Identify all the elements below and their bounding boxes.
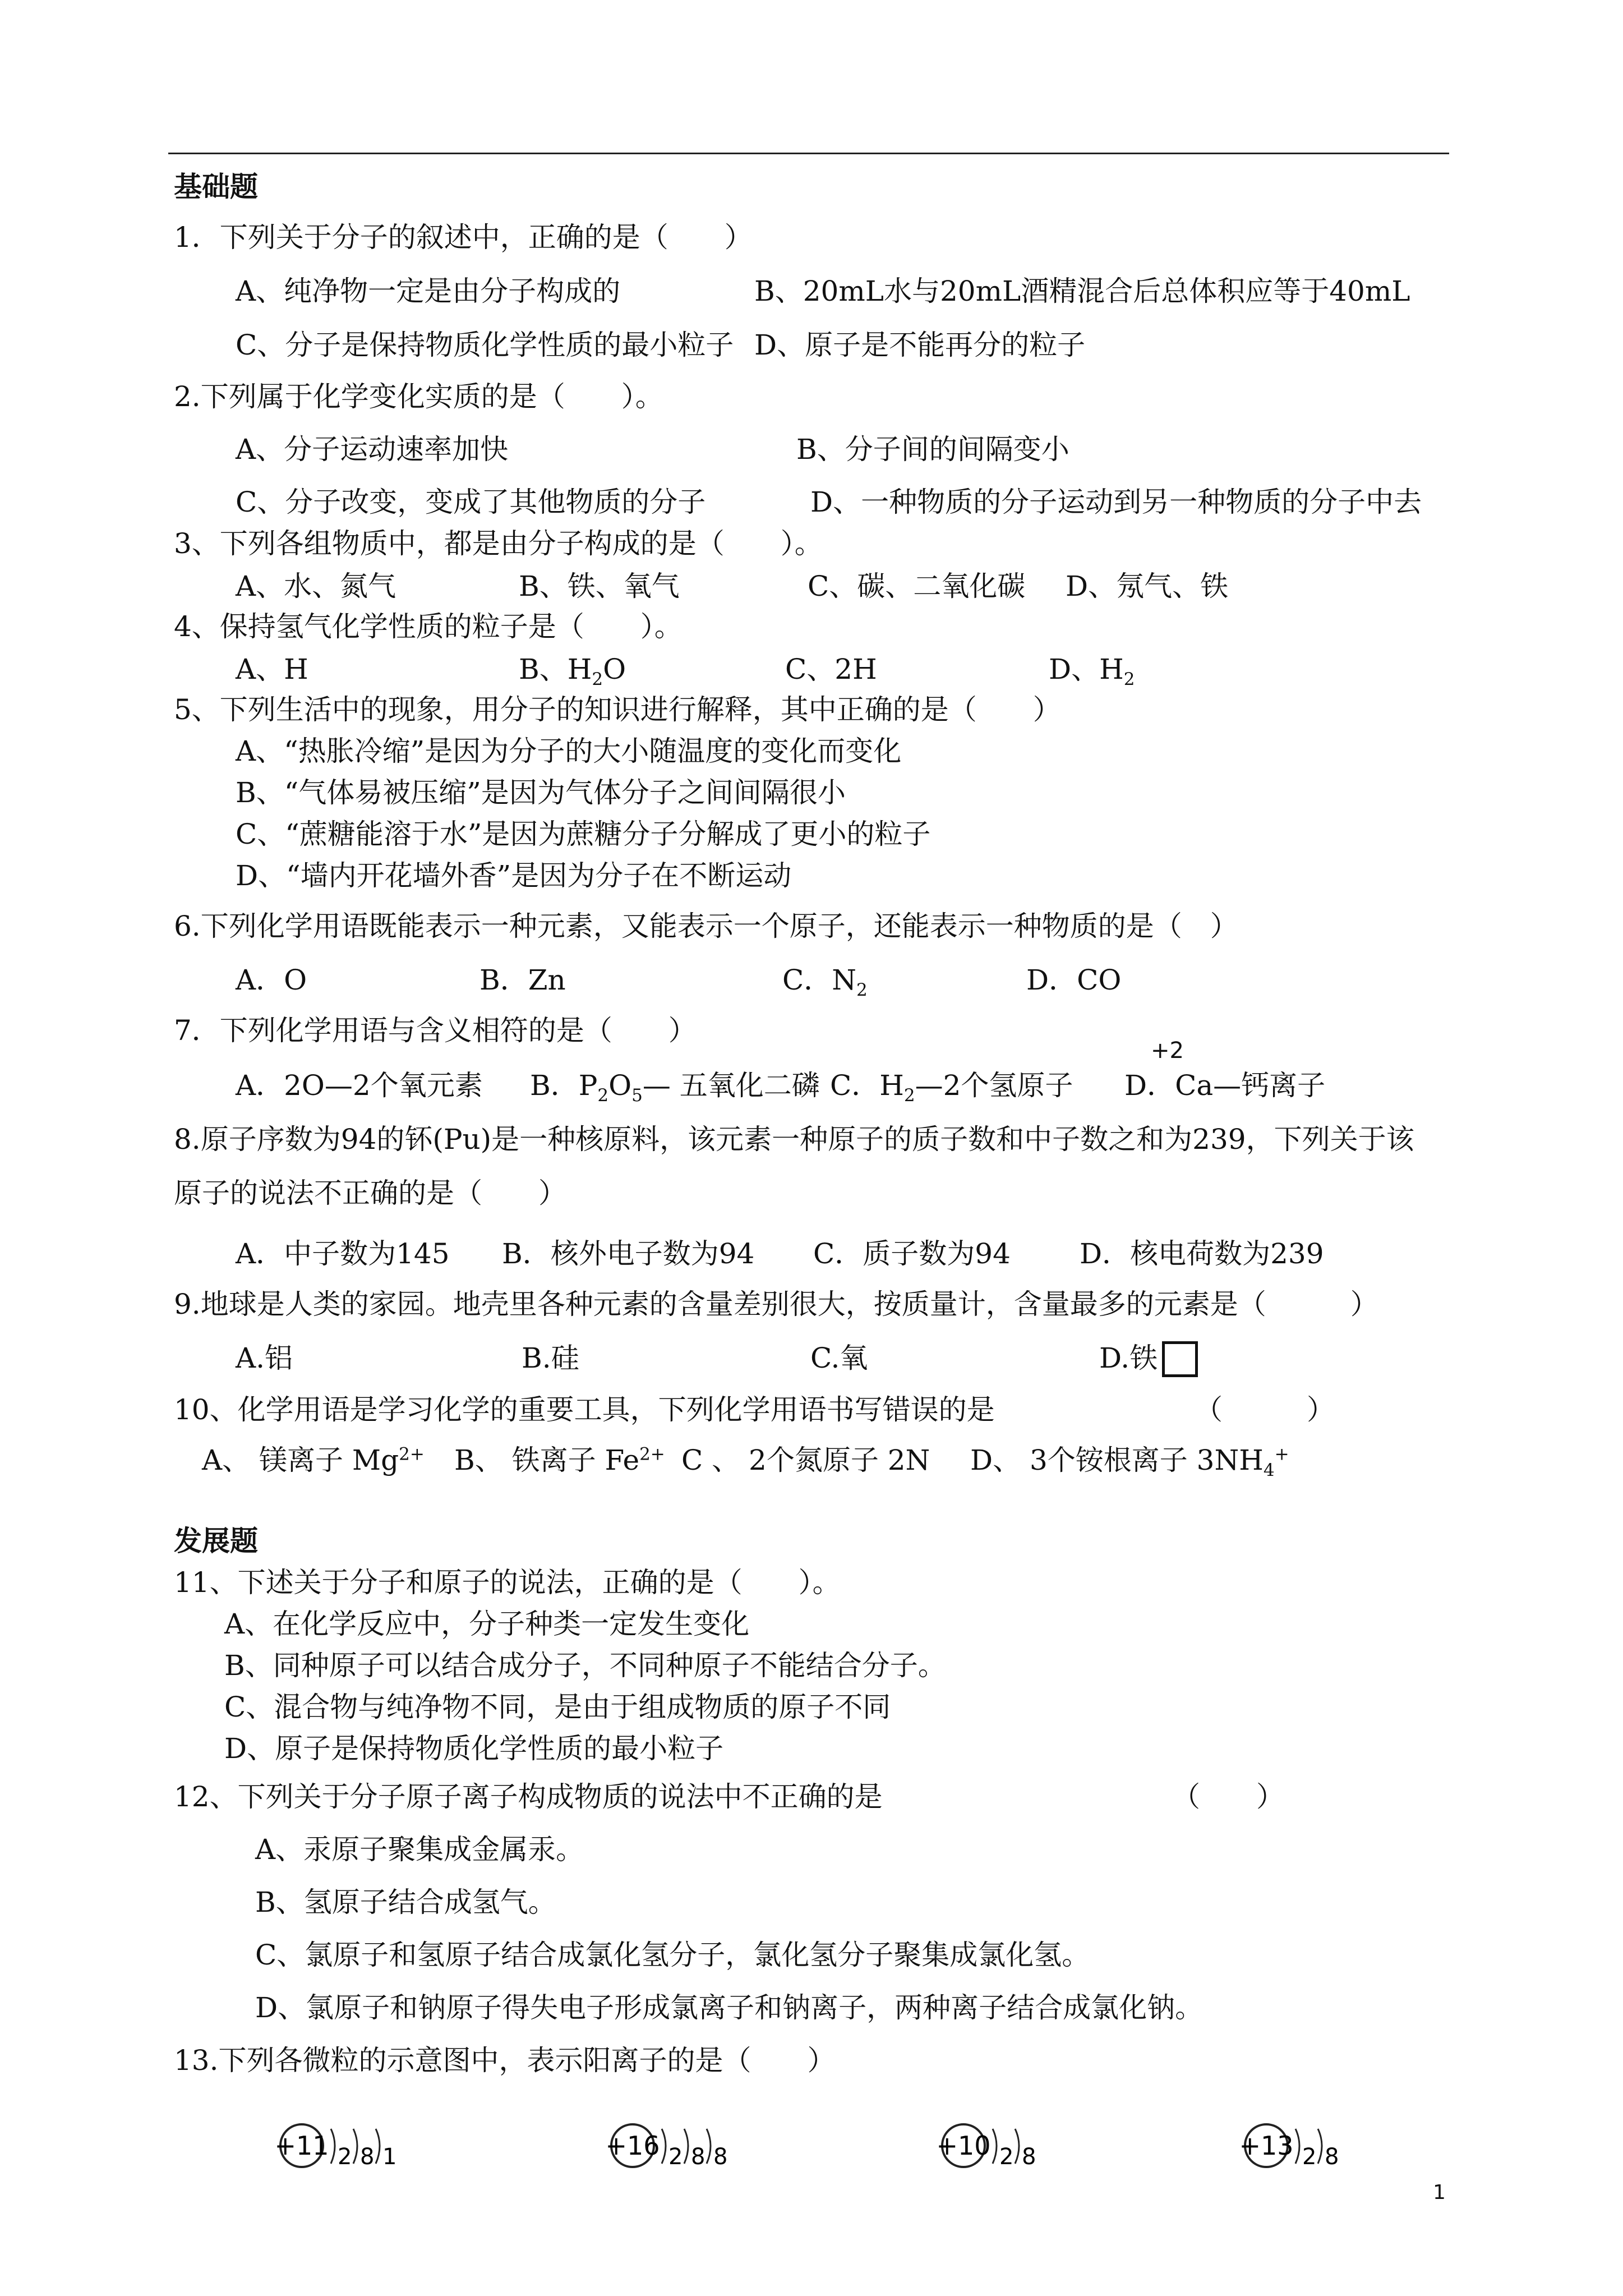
q3-option-a: A、水、氮气 bbox=[236, 570, 396, 602]
q1-option-a: A、纯净物一定是由分子构成的 bbox=[236, 275, 621, 307]
q11-option-c: C、混合物与纯净物不同，是由于组成物质的原子不同 bbox=[224, 1691, 891, 1723]
q8-option-d: D．核电荷数为239 bbox=[1080, 1237, 1324, 1270]
q9-option-d: D.铁 bbox=[1099, 1342, 1158, 1374]
q7-calcium-charge-label: +2 bbox=[1151, 1038, 1184, 1064]
q1-stem: 1．下列关于分子的叙述中，正确的是（ ） bbox=[174, 221, 753, 254]
atom-diagram-3-shell-2: 8 bbox=[1022, 2144, 1036, 2170]
q11-option-a: A、在化学反应中，分子种类一定发生变化 bbox=[224, 1608, 750, 1640]
q12-answer-paren: （ ） bbox=[1172, 1780, 1284, 1813]
page-number: 1 bbox=[1433, 2181, 1446, 2204]
atom-diagram-2-shell-1: 2 bbox=[668, 2144, 683, 2170]
q11-stem: 11、下述关于分子和原子的说法，正确的是（ ）。 bbox=[174, 1566, 841, 1599]
q10-option-b: B、 铁离子 $Fe^{2+}$ bbox=[454, 1444, 665, 1476]
q12-option-a: A、汞原子聚集成金属汞。 bbox=[255, 1833, 584, 1866]
q8-option-b: B．核外电子数为94 bbox=[502, 1237, 755, 1270]
header-rule bbox=[168, 153, 1449, 154]
q10-stem: 10、化学用语是学习化学的重要工具，下列化学用语书写错误的是 bbox=[174, 1393, 995, 1426]
q4-option-b: B、$H_2O$ bbox=[519, 653, 626, 689]
section-advanced-heading: 发展题 bbox=[174, 1525, 258, 1557]
atom-diagram-4-shell-1: 2 bbox=[1302, 2144, 1317, 2170]
atom-diagram-1-nucleus: +11 bbox=[275, 2131, 329, 2161]
q8-stem-line2: 原子的说法不正确的是（ ） bbox=[174, 1177, 566, 1209]
q6-option-a: A．O bbox=[236, 964, 307, 996]
atom-diagram-4-nucleus: +13 bbox=[1239, 2131, 1294, 2161]
atom-diagram-4-shell-2: 8 bbox=[1325, 2144, 1339, 2170]
q2-option-a: A、分子运动速率加快 bbox=[236, 433, 509, 466]
q6-option-c: C．$N_2$ bbox=[782, 964, 868, 1000]
q7-option-b: B．$P_2O_5—$ 五氧化二磷 bbox=[530, 1069, 820, 1106]
q12-option-d: D、氯原子和钠原子得失电子形成氯离子和钠离子，两种离子结合成氯化钠。 bbox=[255, 1991, 1204, 2024]
q7-option-c: C．$H_2—2$个氢原子 bbox=[830, 1069, 1073, 1106]
q7-option-d: D．Ca—钙离子 bbox=[1124, 1069, 1326, 1102]
q9-stem: 9.地球是人类的家园。地壳里各种元素的含量差别很大，按质量计，含量最多的元素是（ ） bbox=[174, 1288, 1378, 1320]
q5-option-d: D、“墙内开花墙外香”是因为分子在不断运动 bbox=[236, 859, 792, 892]
q12-option-b: B、氢原子结合成氢气。 bbox=[255, 1886, 556, 1918]
atom-diagram-1-shell-2: 8 bbox=[360, 2144, 375, 2170]
atom-diagram-1-shell-3: 1 bbox=[382, 2144, 397, 2170]
q3-option-d: D、氖气、铁 bbox=[1066, 570, 1229, 602]
atom-diagram-1-shell-1: 2 bbox=[338, 2144, 352, 2170]
q6-option-b: B．Zn bbox=[479, 964, 566, 996]
q4-option-d: D、$H_2$ bbox=[1049, 653, 1135, 689]
q11-option-b: B、同种原子可以结合成分子，不同种原子不能结合分子。 bbox=[224, 1649, 946, 1682]
q1-option-b: B、20mL水与20mL酒精混合后总体积应等于40mL bbox=[754, 275, 1410, 307]
q9-option-a: A.铝 bbox=[236, 1342, 293, 1374]
q6-option-d: D．CO bbox=[1026, 964, 1122, 996]
q2-option-b: B、分子间的间隔变小 bbox=[796, 433, 1069, 466]
q12-option-c: C、氯原子和氢原子结合成氯化氢分子，氯化氢分子聚集成氯化氢。 bbox=[255, 1939, 1090, 1971]
q10-option-a: A、 镁离子 $Mg^{2+}$ bbox=[202, 1444, 425, 1476]
answer-box bbox=[1162, 1341, 1198, 1377]
q3-option-c: C、碳、二氧化碳 bbox=[808, 570, 1026, 602]
q3-option-b: B、铁、氧气 bbox=[519, 570, 680, 602]
atom-diagram-2-shell-3: 8 bbox=[713, 2144, 728, 2170]
q8-option-a: A．中子数为145 bbox=[236, 1237, 450, 1270]
q1-option-d: D、原子是不能再分的粒子 bbox=[754, 329, 1086, 361]
q5-stem: 5、下列生活中的现象，用分子的知识进行解释，其中正确的是（ ） bbox=[174, 693, 1061, 726]
q8-option-c: C．质子数为94 bbox=[813, 1237, 1011, 1270]
q10-option-d: D、 3个铵根离子 $3NH_4^+$ bbox=[970, 1444, 1289, 1480]
q10-option-c: C 、 2个氮原子 2N bbox=[681, 1444, 930, 1476]
q9-option-c: C.氧 bbox=[810, 1342, 868, 1374]
q4-option-c: C、2H bbox=[785, 653, 877, 685]
q10-answer-paren: （ ） bbox=[1195, 1393, 1335, 1426]
q5-option-a: A、“热胀冷缩”是因为分子的大小随温度的变化而变化 bbox=[236, 735, 902, 767]
atom-diagram-3-nucleus: +10 bbox=[937, 2131, 991, 2161]
atom-diagram-1[interactable] bbox=[275, 2115, 415, 2190]
q5-option-b: B、“气体易被压缩”是因为气体分子之间间隔很小 bbox=[236, 776, 846, 809]
atom-diagram-2-nucleus: +16 bbox=[606, 2131, 660, 2161]
q4-option-a: A、H bbox=[236, 653, 308, 685]
atom-diagram-2-shell-2: 8 bbox=[691, 2144, 706, 2170]
q6-stem: 6.下列化学用语既能表示一种元素，又能表示一个原子，还能表示一种物质的是（ ） bbox=[174, 910, 1238, 942]
q1-option-c: C、分子是保持物质化学性质的最小粒子 bbox=[236, 329, 734, 361]
q4-stem: 4、保持氢气化学性质的粒子是（ ）。 bbox=[174, 610, 683, 643]
q2-option-d: D、一种物质的分子运动到另一种物质的分子中去 bbox=[810, 486, 1422, 518]
q2-stem: 2.下列属于化学变化实质的是（ ）。 bbox=[174, 380, 663, 413]
atom-diagram-3-shell-1: 2 bbox=[999, 2144, 1014, 2170]
atom-diagram-3[interactable] bbox=[937, 2115, 1060, 2190]
q2-option-c: C、分子改变，变成了其他物质的分子 bbox=[236, 486, 706, 518]
atom-diagram-2[interactable] bbox=[606, 2115, 746, 2190]
section-basic-heading: 基础题 bbox=[174, 171, 258, 203]
q3-stem: 3、下列各组物质中，都是由分子构成的是（ ）。 bbox=[174, 527, 823, 560]
q13-stem: 13.下列各微粒的示意图中，表示阳离子的是（ ） bbox=[174, 2044, 836, 2077]
q7-option-a: A．2O—2个氧元素 bbox=[236, 1069, 483, 1102]
atom-diagram-4[interactable] bbox=[1239, 2115, 1363, 2190]
q12-stem: 12、下列关于分子原子离子构成物质的说法中不正确的是 bbox=[174, 1780, 883, 1813]
q5-option-c: C、“蔗糖能溶于水”是因为蔗糖分子分解成了更小的粒子 bbox=[236, 818, 931, 850]
q8-stem-line1: 8.原子序数为94的钚(Pu)是一种核原料，该元素一种原子的质子数和中子数之和为239，下列关于该 bbox=[174, 1123, 1414, 1156]
q7-stem: 7．下列化学用语与含义相符的是（ ） bbox=[174, 1014, 697, 1047]
q11-option-d: D、原子是保持物质化学性质的最小粒子 bbox=[224, 1732, 724, 1765]
q9-option-b: B.硅 bbox=[522, 1342, 579, 1374]
